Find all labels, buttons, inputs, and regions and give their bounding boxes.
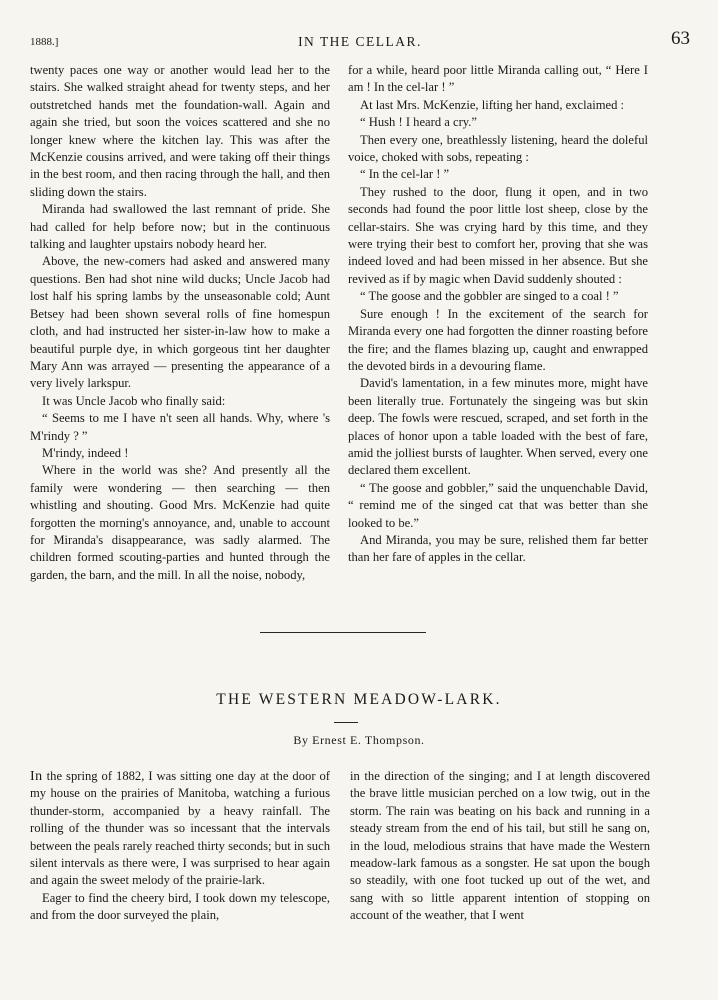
article-paragraph (30, 768, 330, 890)
section-divider (260, 632, 426, 633)
article-left-column (30, 768, 330, 925)
story-paragraph: It was Uncle Jacob who finally said: (42, 393, 226, 408)
dropcap: In (30, 769, 43, 784)
story-paragraph: “ The goose and gobbler,” said the unquenchable David, “ remind me of the singed cat that was better than she looked to be.” (348, 480, 648, 530)
article-title: THE WESTERN MEADOW-LARK. (216, 691, 502, 708)
story-paragraph: Where in the world was she? And presently all the family were wondering — then searching — then whistling and shouting. Good Mrs. McKenzie had quite forgotten the morning's annoyance, and, unable to account for Miranda's disappearance, was sadly alarmed. The children formed scouting-parties and hunted through the garden, the barn, and the mill. In all the noise, nobody, (30, 463, 330, 582)
story-paragraph: “ Hush ! I heard a cry.” (360, 115, 478, 130)
running-header (30, 30, 690, 54)
story-paragraph: At last Mrs. McKenzie, lifting her hand, exclaimed : (360, 97, 625, 112)
story-paragraph: for a while, heard poor little Miranda calling out, “ Here I am ! In the cel-lar ! ” (348, 63, 648, 95)
story-paragraph: Then every one, breathlessly listening, heard the doleful voice, choked with sobs, repeating : (348, 132, 648, 165)
story-paragraph: “ The goose and the gobbler are singed to a coal ! ” (360, 289, 619, 304)
story-paragraph: They rushed to the door, flung it open, and in two seconds had found the poor little lost sheep, close by the cellar-stairs. She was crying hard by this time, and they were trying their best to comfort her, proving that she was indeed loved and had been missed in her absence. But she revived as if by magic when David suddenly shouted : (348, 184, 648, 286)
header-year: 1888.] (30, 36, 59, 48)
article-paragraph: in the direction of the singing; and I at length discovered the brave little musician perched on a low twig, out in the storm. The rain was beating on his back and running in a steady stream from the end of his tail, but still he sang on, in the loud, melodious strains that have made the Western meadow-lark famous as a songster. He sat upon the bough so steadily, with one foot tucked up out of the wet, and sang with so little apparent intention of stopping on account of the weather, that I went (350, 769, 650, 923)
story-paragraph: David's lamentation, in a few minutes more, might have been literally true. Fortunately the singeing was but skin deep. The fowls were rescued, scraped, and set forth in the places of honor upon a table loaded with the best of fare, amid the jolliest bursts of laughter. When served, every one declared them excellent. (348, 376, 648, 478)
story-right-column (348, 62, 648, 567)
story-paragraph: “ In the cel-lar ! ” (360, 167, 450, 182)
story-left-column (30, 62, 330, 584)
story-paragraph: Miranda had swallowed the last remnant of pride. She had called for help before now; but in the continuous talking and laughter upstairs nobody heard her. (30, 202, 330, 252)
story-paragraph: And Miranda, you may be sure, relished them far better than her fare of apples in the cellar. (348, 532, 648, 565)
page-number: 63 (671, 28, 690, 49)
title-rule (334, 722, 358, 723)
article-paragraph: Eager to find the cheery bird, I took down my telescope, and from the door surveyed the plain, (30, 890, 330, 923)
story-paragraph: Above, the new-comers had asked and answered many questions. Ben had shot nine wild ducks; Uncle Jacob had lost half his spring lambs by the unseasonable cold; Aunt Betsey had been shown several rolls of fine homespun cloth, and had instructed her sister-in-law how to make a beautiful purple dye, in which gorgeous tint her daughter Mary Ann was arrayed — presenting the appearance of a very lively larkspur. (30, 254, 330, 391)
story-paragraph: Sure enough ! In the excitement of the search for Miranda every one had forgotten the dinner roasting before the fire; and the flames blazing up, caught and enwrapped the devoted birds in a devouring flame. (348, 306, 648, 373)
story-paragraph: M'rindy, indeed ! (42, 445, 129, 460)
article-byline: By Ernest E. Thompson. (293, 733, 425, 747)
story-paragraph: “ Seems to me I have n't seen all hands. Why, where 's M'rindy ? ” (30, 411, 330, 443)
article-right-column (350, 768, 650, 925)
article-paragraph-text: the spring of 1882, I was sitting one day at the door of my house on the prairies of Manitoba, watching a furious thunder-storm, accompanied by a heavy rainfall. The rolling of the thunder was so incessant that the intervals between the peals rarely reached thirty seconds; but in such silent intervals as there were, I was surprised to hear again and again the sweet melody of the prairie-lark. (30, 769, 330, 888)
story-paragraph: twenty paces one way or another would lead her to the stairs. She walked straight ahead for twenty steps, and her outstretched hands met the foundation-wall. Again and again she tried, but soon the voices scattered and she no longer knew where the kitchen lay. This was after the McKenzie cousins arrived, and were taking off their things in the best room, and then racing through the hall, and then sliding down the stairs. (30, 63, 330, 199)
header-title: IN THE CELLAR. (298, 34, 422, 49)
